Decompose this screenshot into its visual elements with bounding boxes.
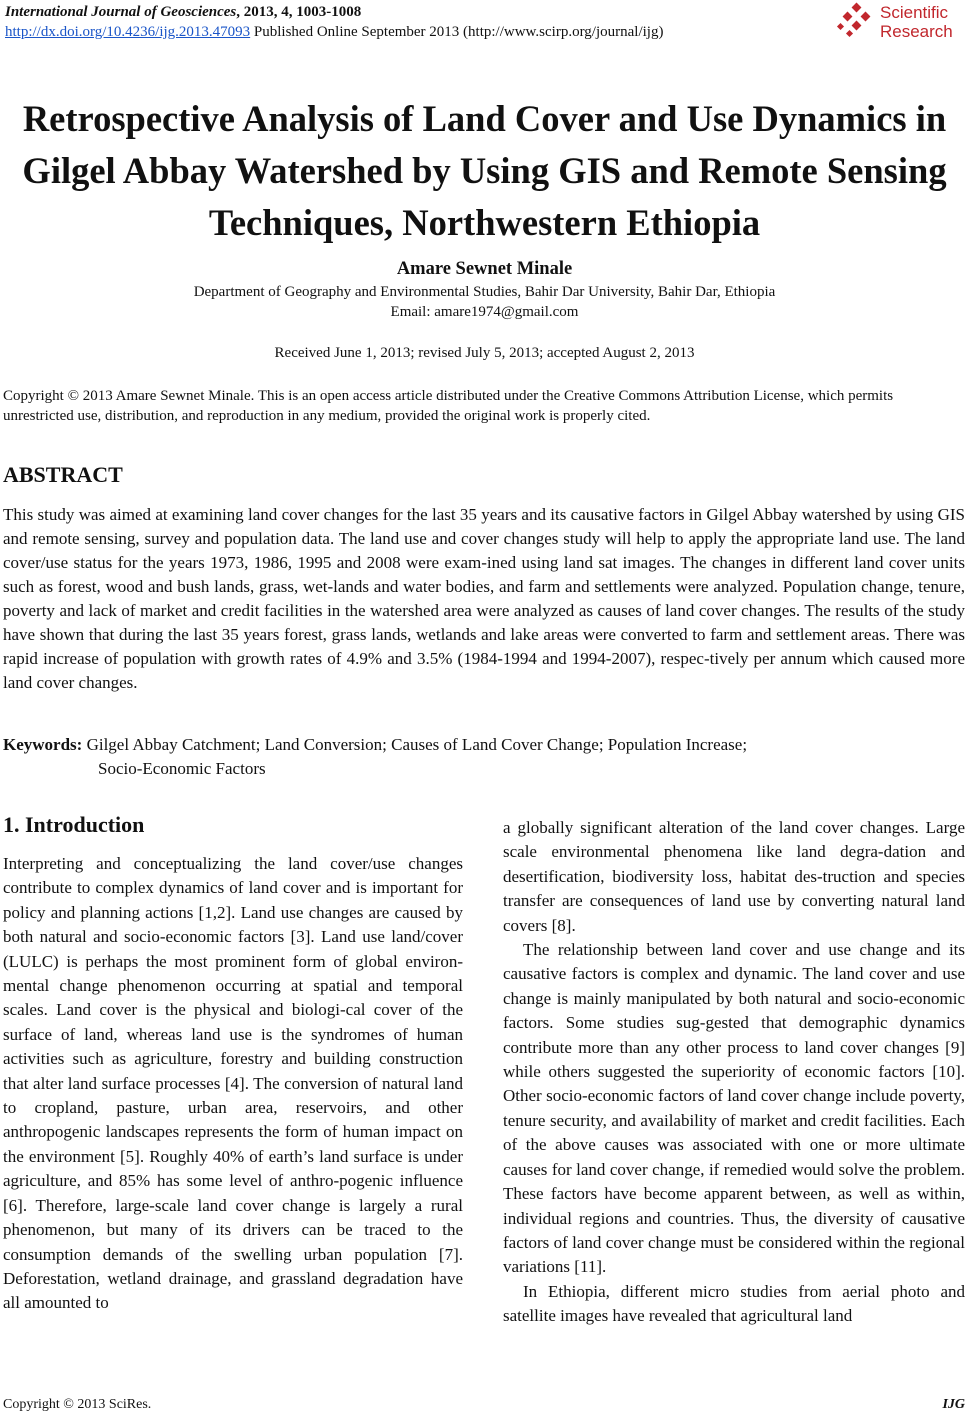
title-line-3: Techniques, Northwestern Ethiopia xyxy=(208,202,761,243)
logo-line-1: Scientific xyxy=(880,3,949,22)
author-email: Email: amare1974@gmail.com xyxy=(390,304,579,320)
title-line-2: Gilgel Abbay Watershed by Using GIS and Remote Sensing xyxy=(22,150,947,191)
received-dates: Received June 1, 2013; revised July 5, 2013; accepted August 2, 2013 xyxy=(274,345,695,361)
body-paragraph: The relationship between land cover and use change and its causative factors is complex and dynamic. The land cover and use change is mainly manipulated by both natural and socio-economic factors. Some studies sug-gested that demographic dynamics contribute more than any other process to land cover changes [9] while others suggested the superiority of economic factors [10]. Other socio-economic factors of land cover change include poverty, tenure security, and availability of market and credit facilities. Each of the above causes was associated with one or more ultimate causes for land cover change, if remedied would solve the problem. These factors have become apparent between, as well as within, individual regions and countries. Thus, the diversity of causative factors of land cover change must be considered within the regional variations [11]. xyxy=(503,940,965,1277)
abstract-text: This study was aimed at examining land cover changes for the last 35 years and its causative factors in Gilgel Abbay watershed by using GIS and remote sensing, survey and population data. The land use and cover changes study will help to apply the appropriate land use. The land cover/use status for the years 1973, 1986, 1995 and 2008 were exam-ined using land sat images. The changes in different land cover units such as forest, wood and bush lands, grass, wet-lands and water bodies, and farm and settlements were analyzed. Population change, tenure, poverty and lack of market and credit facilities in the watershed area were analyzed as causes of land cover changes. The results of the study have shown that during the last 35 years forest, grass lands, wetlands and lake areas were converted to farm and settlement areas. There was rapid increase of population with growth rates of 4.9% and 3.5% (1984-1994 and 1994-2007), respec-tively per annum which caused more land cover changes. xyxy=(3,505,965,692)
journal-line xyxy=(5,2,663,22)
footer-copyright: Copyright © 2013 SciRes. xyxy=(3,1397,152,1412)
right-column xyxy=(503,816,965,1329)
journal-header xyxy=(5,2,663,42)
doi-line xyxy=(5,22,663,42)
footer-journal-abbrev: IJG xyxy=(942,1397,965,1412)
published-info: Published Online September 2013 (http://www.scirp.org/journal/ijg) xyxy=(250,24,664,40)
body-paragraph: a globally significant alteration of the land cover changes. Large scale environmental phenomena like land degra-dation and desertification, biodiversity loss, habitat des-truction and species transfer are consequences of land use by converting natural land covers [8]. xyxy=(503,818,965,935)
left-column xyxy=(3,852,463,1316)
logo-text xyxy=(880,3,953,41)
body-paragraph: In Ethiopia, different micro studies from aerial photo and satellite images have revealed that agricultural land xyxy=(503,1281,965,1326)
copyright-notice: Copyright © 2013 Amare Sewnet Minale. This is an open access article distributed under the Creative Commons Attribution License, which permits unrestricted use, distribution, and reproduction in any medium, provided the original work is properly cited. xyxy=(3,388,894,424)
logo-mark-icon xyxy=(836,2,876,42)
title-line-1: Retrospective Analysis of Land Cover and Use Dynamics in xyxy=(22,98,947,139)
body-paragraph: Interpreting and conceptualizing the land cover/use changes contribute to complex dynamics of land cover and is important for policy and planning actions [1,2]. Land use changes are caused by both natural and socio-economic factors [3]. Land use land/cover (LULC) is perhaps the most prominent form of global environ-mental change phenomenon occurring at spatial and temporal scales. Land cover is the physical and biologi-cal cover of the surface of land, whereas land use is the syndromes of human activities such as agriculture, forestry and building construction that alter land surface processes [4]. The conversion of natural land to cropland, pasture, urban area, reservoirs, and other anthropogenic landscapes represents the form of human impact on the environment [5]. Roughly 40% of earth’s land surface is under agriculture, and 85% has some level of anthro-pogenic influence [6]. Therefore, large-scale land cover change is largely a rural phenomenon, but many of its drivers can be traced to the consumption demands of the swelling urban population [7]. Deforestation, wetland drainage, and grassland degradation have all amounted to xyxy=(3,854,463,1313)
keywords-line-2: Socio-Economic Factors xyxy=(98,759,266,778)
section-heading-introduction: 1. Introduction xyxy=(3,812,145,837)
affiliation: Department of Geography and Environmental Studies, Bahir Dar University, Bahir Dar, Ethiopia xyxy=(193,284,776,300)
doi-link[interactable]: http://dx.doi.org/10.4236/ijg.2013.47093 xyxy=(5,24,251,40)
keywords-label: Keywords: xyxy=(3,735,83,754)
page-footer xyxy=(3,1397,965,1413)
author-name: Amare Sewnet Minale xyxy=(396,259,573,279)
logo-line-2: Research xyxy=(880,22,953,41)
abstract-heading: ABSTRACT xyxy=(3,462,123,487)
journal-issue: , 2013, 4, 1003-1008 xyxy=(236,4,362,20)
journal-name: International Journal of Geosciences xyxy=(5,4,237,20)
paper-title xyxy=(0,93,969,249)
keywords-line-1: Gilgel Abbay Catchment; Land Conversion; Causes of Land Cover Change; Population Increase; xyxy=(82,735,748,754)
keywords xyxy=(3,733,965,781)
scientific-research-logo xyxy=(836,2,961,44)
